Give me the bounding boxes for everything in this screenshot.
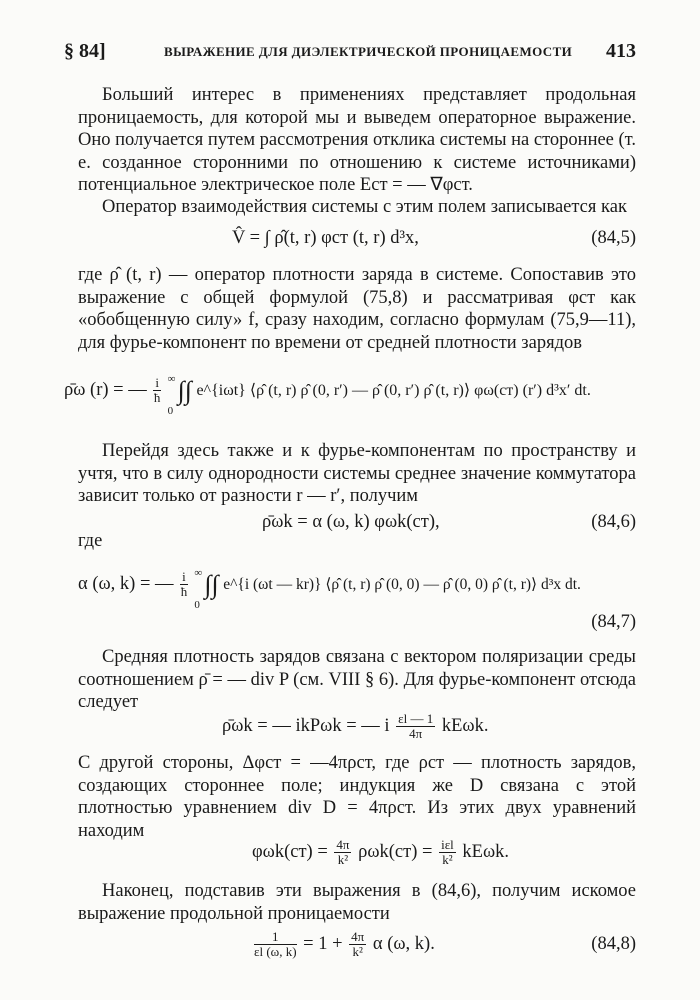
fraction-4pi-k2: $\frac{4\pi}{\text{k²}}$ [336, 837, 350, 867]
equation-rho-omega-k: ρ̄ωk = — ikPωk = — i $\frac{\varepsilon l — 1}{4\pi}$ kEωk. [222, 711, 489, 741]
running-header [64, 40, 636, 70]
equation-number-84-8: (84,8) [591, 934, 636, 954]
page-number: 413 [606, 40, 636, 62]
paragraph-5: где [78, 531, 103, 551]
section-number: § 84] [64, 40, 106, 62]
fraction-i-over-hbar-2: $\frac{i}{ħ}$ [180, 569, 188, 600]
fraction-i-over-hbar: $\frac{i}{ħ}$ [153, 375, 161, 406]
equation-number-84-6: (84,6) [591, 512, 636, 532]
fraction-i-eps-k2: $\frac{\text{iεl}}{\text{k²}}$ [441, 837, 454, 867]
running-title: ВЫРАЖЕНИЕ ДЛЯ ДИЭЛЕКТРИЧЕСКОЙ ПРОНИЦАЕМОСТИ [164, 44, 573, 59]
fraction-4pi-k2-2: $\frac{4\pi}{\text{k²}}$ [351, 929, 365, 959]
fraction-one-over-eps: $\frac{1}{\varepsilon l (\omega, k)}$ [254, 929, 297, 959]
paragraph-3: где ρ̂ (t, r) — оператор плотности заряда в системе. Сопоставив это выражение с общей формулой (75,8) и рассматривая φст как «обобщенную силу» f, сразу находим, согласно формулам (75,9—11), для фурье-компонент по времени от средней плотности зарядов [78, 265, 636, 353]
equation-alpha: α (ω, k) = — $\frac{i}{ħ}$ ∞ 0 ∫∫ e^{i (ωt — kr)} ⟨ρ̂ (t, r) ρ̂ (0, 0) — ρ̂ (0, 0) ρ̂ (t, r)⟩ d³x dt. [78, 567, 581, 611]
paragraph-2: Оператор взаимодействия системы с этим полем записывается как [102, 197, 627, 217]
paragraph-6: Средняя плотность зарядов связана с вектором поляризации среды соотношением ρ̄ = — div P (см. VIII § 6). Для фурье-компонент отсюда следует [78, 647, 636, 712]
paragraph-8: Наконец, подставив эти выражения в (84,6), получим искомое выражение продольной проницаемости [78, 881, 636, 924]
equation-rho-omega: ρ̄ω (r) = — $\frac{i}{ħ}$ ∞ 0 ∫∫ e^{iωt} ⟨ρ̂ (t, r) ρ̂ (0, r′) — ρ̂ (0, r′) ρ̂ (t, r)⟩ φω(ст) (r′) d³x′ dt. [64, 373, 591, 417]
paragraph-7: С другой стороны, Δφст = —4πρст, где ρст — плотность зарядов, создающих стороннее поле; индукция же D связана с этой плотностью уравнением div D = 4πρст. Из этих двух уравнений находим [78, 753, 636, 841]
equation-number-84-7: (84,7) [591, 612, 636, 632]
paragraph-1: Больший интерес в применениях представляет продольная проницаемость, для которой мы и выведем операторное выражение. Оно получается путем рассмотрения отклика системы на стороннее (т. е. созданное сторонними по отношению к системе источниками) потенциальное электрическое поле Eст = — ∇φст. [78, 85, 636, 195]
equation-84-5: V̂ = ∫ ρ̂(t, r) φст (t, r) d³x, [232, 228, 419, 248]
equation-84-8: $\frac{1}{\varepsilon l (\omega, k)}$ = 1 + $\frac{4\pi}{\text{k²}}$ α (ω, k). [254, 929, 435, 959]
equation-number-84-5: (84,5) [591, 228, 636, 248]
equation-phi-omega-k: φωk(ст) = $\frac{4\pi}{\text{k²}}$ ρωk(ст) = $\frac{\text{iεl}}{\text{k²}}$ kEωk. [252, 837, 509, 867]
fraction-eps-minus-1: $\frac{\varepsilon l — 1}{4\pi}$ [398, 711, 434, 741]
equation-84-6: ρ̄ωk = α (ω, k) φωk(ст), [262, 512, 440, 532]
paragraph-4: Перейдя здесь также и к фурье-компонентам по пространству и учтя, что в силу однородности системы среднее значение коммутатора зависит только от разности r — r′, получим [78, 441, 636, 506]
